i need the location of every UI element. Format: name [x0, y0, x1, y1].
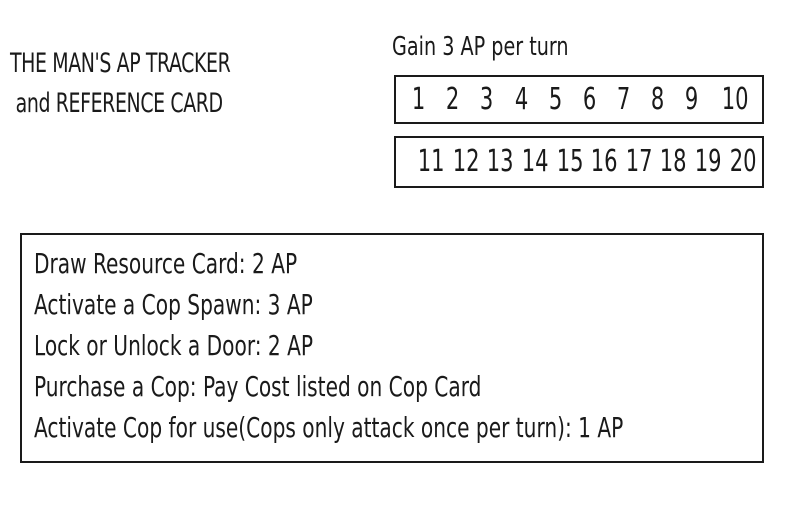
ref-activate-cop-spawn: Activate a Cop Spawn: 3 AP: [34, 288, 313, 321]
ap-cell-16[interactable]: 16: [590, 144, 618, 179]
ap-cell-2[interactable]: 2: [446, 81, 460, 117]
ref-lock-unlock-door: Lock or Unlock a Door: 2 AP: [34, 329, 314, 362]
ap-cell-9[interactable]: 9: [685, 81, 699, 117]
ref-draw-resource-card: Draw Resource Card: 2 AP: [34, 247, 298, 280]
ap-cell-19[interactable]: 19: [694, 144, 722, 179]
ap-track-row-1: [394, 75, 764, 124]
ap-cell-14[interactable]: 14: [521, 144, 549, 179]
card-title-line-1: THE MAN'S AP TRACKER: [10, 48, 231, 79]
ap-cell-3[interactable]: 3: [480, 81, 494, 117]
ap-cell-6[interactable]: 6: [582, 81, 597, 117]
card-title-line-2: and REFERENCE CARD: [15, 88, 223, 119]
ap-cell-13[interactable]: 13: [487, 144, 514, 179]
ap-cell-4[interactable]: 4: [514, 81, 528, 117]
ap-cell-17[interactable]: 17: [625, 144, 653, 179]
ap-cell-1[interactable]: 1: [411, 81, 426, 117]
ap-cell-8[interactable]: 8: [651, 81, 665, 117]
ap-cell-20[interactable]: 20: [729, 144, 757, 179]
ap-cell-11[interactable]: 11: [417, 144, 445, 179]
ap-cell-7[interactable]: 7: [616, 81, 631, 117]
ap-cell-10[interactable]: 10: [721, 81, 749, 117]
ap-reference-box: [20, 233, 764, 463]
ap-cell-18[interactable]: 18: [660, 144, 687, 179]
ap-cell-12[interactable]: 12: [452, 144, 480, 179]
card-title: [10, 44, 231, 124]
ref-activate-cop: Activate Cop for use(Cops only attack once per turn): 1 AP: [34, 411, 624, 444]
ap-track-row-2: [394, 136, 764, 188]
ap-gain-label: Gain 3 AP per turn: [392, 32, 569, 62]
ref-purchase-cop: Purchase a Cop: Pay Cost listed on Cop Card: [34, 370, 482, 403]
ap-cell-15[interactable]: 15: [556, 144, 584, 179]
ap-cell-5[interactable]: 5: [548, 81, 562, 117]
